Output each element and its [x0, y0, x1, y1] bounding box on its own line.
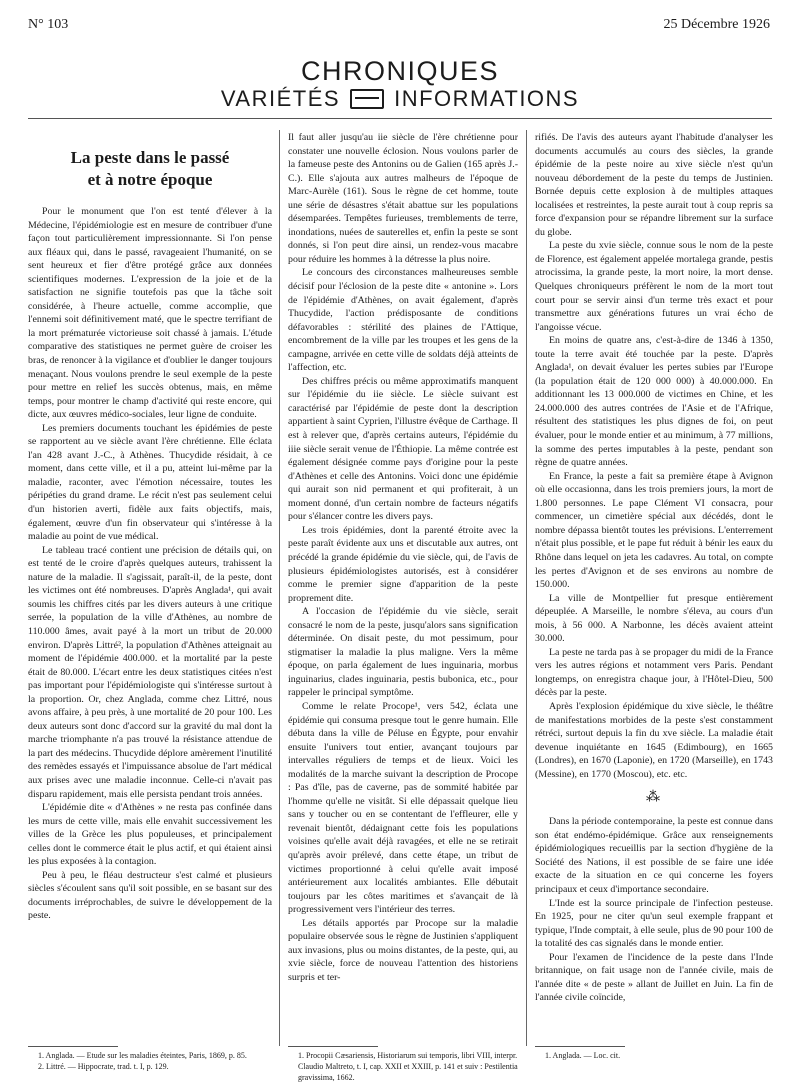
- footnote: 2. Littré. — Hippocrate, trad. t. I, p. 129.: [38, 1062, 169, 1071]
- section-left-label: VARIÉTÉS: [220, 86, 341, 111]
- paragraph: La peste du xvie siècle, connue sous le nom de la peste de Florence, est également appelée mortalega grande, pestis atrocissima, la grande peste, la mort noire, la mort dense. Quelques chroniqueurs préfèrent le nom de la mort tout court pour se servir ainsi d'un terme très exact et pour transmettre aux générations futures un vrai écho de l'angoisse vécue.: [535, 240, 773, 333]
- paragraph: Il faut aller jusqu'au iie siècle de l'ère chrétienne pour constater une nouvelle éclosion. Nous voulons parler de la fameuse peste des Antonins ou de Galien (165 après J.-C.). Elle s'ajouta aux autres malheurs de l'époque de Marc-Aurèle (161). Sous le règne de cet homme, toute une série de désastres s'était abattue sur les populations désemparées. Tempêtes furieuses, tremblements de terre, inondations, nuées de sauterelles et, enfin la peste se sont donnés, si l'on peut dire ainsi, un rendez-vous macabre pour réduire les hommes à la détresse la plus noire.: [288, 132, 518, 265]
- paragraph: Peu à peu, le fléau destructeur s'est calmé et plusieurs siècles s'écoulent sans qu'il soit possible, en se basant sur des documents irréprochables, de suivre le développement de la peste.: [28, 869, 272, 922]
- footnotes-col3: [535, 1050, 773, 1061]
- footnote-rule: [288, 1046, 378, 1047]
- column-2: [288, 131, 518, 984]
- paragraph: Les détails apportés par Procope sur la maladie populaire observée sous le règne de Justinien s'appliquent aux invasions, plus ou moins distantes, de la peste, qui, au xvie siècle, force de nouveau l'attention des historiens surpris et ter-: [288, 917, 518, 983]
- paragraph: La ville de Montpellier fut presque entièrement dépeuplée. A Marseille, le nombre s'éleva, au cours d'un mois, à 56 000. A Narbonne, les décès avaient atteint 30.000.: [535, 592, 773, 645]
- paragraph: A l'occasion de l'épidémie du vie siècle, serait consacré le nom de la peste, jusqu'alors sans signification déterminée. On disait peste, du mot pessimum, pour stigmatiser la maladie la plus maligne. Vers la même époque, on parla également de lues inguinaria, morbus inguinarius, clades inguinaria, pestis bubonica, etc., pour rappeler le principal symptôme.: [288, 606, 518, 699]
- paragraph: La peste ne tarda pas à se propager du midi de la France vers les autres régions et notamment vers Paris. Pendant longtemps, on enregistra chaque jour, à l'Hôtel-Dieu, 500 décès par la peste.: [535, 646, 773, 699]
- column-divider: [526, 130, 527, 1046]
- column-divider: [279, 130, 280, 1046]
- paragraph: Les trois épidémies, dont la parenté étroite avec la peste paraît évidente aux uns et discutable aux autres, ont précédé la grande épidémie du vie siècle, qui, de l'avis de plusieurs épidémiologistes autorisés, est à considérer comme le premier signe d'apparition de la peste proprement dite.: [288, 524, 518, 604]
- section-separator: ⁂: [646, 790, 662, 806]
- footnote: 1. Procopii Cæsariensis, Historiarum sui temporis, libri VIII, interpr. Claudio Maltreto, t. I, cap. XXII et XXIII, p. 141 et suiv : Pestilentia gravissima, 1662.: [298, 1051, 518, 1082]
- paragraph: Les premiers documents touchant les épidémies de peste se rapportent au ve siècle avant l'ère chrétienne. Elle éclata l'an 428 avant J.-C., à Athènes. Thucydide résidait, à ce moment, dans cette ville, et il a pu, atteint lui-même par la maladie, raconter, avec l'émotion nécessaire, toutes les péripéties du grand drame. Le récit n'est pas seulement celui d'un historien averti, fidèle aux faits objectifs, mais, également, œuvre d'un fin observateur qui s'intéresse à la maladie au point de vue médical.: [28, 422, 272, 543]
- paragraph: rifiés. De l'avis des auteurs ayant l'habitude d'analyser les documents accumulés au cours des siècles, la grande épidémie de la peste noire au xive siècle n'est qu'un nouveau débordement de la peste du temps de Justinien. Bornée depuis cette explosion à de multiples attaques localisées et restreintes, la peste aurait tout à coup repris sa force d'expansion pour se répandre librement sur la surface du globe.: [535, 132, 773, 238]
- rectangular-ornament-icon: [350, 89, 384, 109]
- paragraph: Comme le relate Procope¹, vers 542, éclata une épidémie qui consuma presque tout le genre humain. Elle débuta dans la ville de Péluse en Égypte, pour envahir ensuite l'univers tout entier, avançant toujours par intervalles réguliers de temps et de lieux. Voici les modalités de la marche suivant la description de Procope : Pas d'île, pas de caverne, pas de sommité habitée par l'homme qu'elle ne visitât. Si elle dépassait quelque lieu sans y toucher ou en se contentant de l'effleurer, elle y revenait bientôt, dédaignant cette fois les populations voisines qu'elle avait déjà ravagées, et elle ne se retirait qu'après avoir prélevé, dans cette étape, un tribut de victimes proportionné à celui qu'elle avait imposé antérieurement aux localités ambiantes. Elle débutait toujours par les côtes maritimes et s'avançait de là progressivement vers l'intérieur des terres.: [288, 700, 518, 916]
- issue-date: 25 Décembre 1926: [663, 17, 770, 32]
- paragraph: Après l'explosion épidémique du xive siècle, le théâtre de manifestations morbides de la peste s'est constamment rétréci, surtout depuis la fin du xve siècle. La maladie était devenue inquiétante en 1645 (Edimbourg), en 1665 (Londres), en 1670 (Laponie), en 1720 (Marseille), en 1743 (Messine), en 1770 (Moscou), etc. etc.: [535, 700, 773, 780]
- issue-number: N° 103: [28, 17, 69, 32]
- section-title: CHRONIQUES: [300, 56, 499, 86]
- footnotes-col2: [288, 1050, 518, 1083]
- paragraph: Pour le monument que l'on est tenté d'élever à la Médecine, l'épidémiologie est en mesure de contribuer d'une façon tout particulièrement impressionnante. Si l'on pense aux fléaux qui, dans le passé, ravageaient l'humanité, on se sent heureux et fier d'être protégé grâce aux données scientifiques modernes. L'expression de la joie et de la satisfaction ne signifie toutefois pas que la tâche soit considérée, à l'heure actuelle, comme accomplie, que l'ennemi soit définitivement maté, que le spectre terrifiant de la mort prématurée victorieuse soit chassé à jamais. L'étude comparative des statistiques ne permet guère de croiser les bras, de renoncer à la vigilance et d'oublier le danger toujours menaçant. Nous voulons prendre le seul exemple de la peste pour mettre en relief les succès obtenus, mais, en même temps, pour montrer le champ d'activité qui reste encore, qui dicte, aux œuvres médico-sociales, leur ligne de conduite.: [28, 206, 272, 421]
- paragraph: En France, la peste a fait sa première étape à Avignon où elle occasionna, dans les trois premiers jours, la mort de 1.800 personnes. Le pape Clément VI consacra, pour commencer, un cimetière spécial aux décédés, dont le nombre dépassa bientôt toutes les prévisions. L'enterrement n'était plus possible, et le pape fut réduit à bénir les eaux du Rhône dans lequel on jeta les cadavres. Au total, on compte les pertes d'Avignon et de ses environs au nombre de 150.000.: [535, 470, 773, 591]
- paragraph: Le tableau tracé contient une précision de détails qui, on est tenté de le croire d'après quelques auteurs, trahissent la nature de la maladie. Il s'agissait, paraît-il, de la peste, dont les victimes ont été nombreuses. D'après Anglada¹, qui avait soumis les chiffres cités par les divers auteurs à une critique serrée, la population de la ville d'Athènes, au nombre de 110.000 âmes, avait payé à la mort un tribut de 20.000 environ. D'après Littré², la population d'Athènes atteignait au moment de l'épidémie 400.000. et la mortalité par la peste était de 80.000. L'écart entre les deux statistiques citées n'est pas important pour l'épidémiologiste qui s'intéresse surtout à la proportion. Or, chez Anglada, comme chez Littré, nous avons affaire, à peu près, à une mortalité de 20 pour 100. Les deux auteurs sont donc d'accord sur la gravité du mal dont la marche triomphante n'a pas trouvé la résistance attendue de la part des médecins. Thucydide déplore amèrement l'inutilité des remèdes essayés et l'impuissance absolue de l'art médical aux prises avec une maladie inconnue. Celle-ci n'avait pas disparu rapidement, mais elle persista pendant trois années.: [28, 544, 272, 800]
- column-1: [28, 147, 272, 923]
- footnote-rule: [28, 1046, 118, 1047]
- section-right-label: INFORMATIONS: [394, 86, 580, 111]
- paragraph: Pour l'examen de l'incidence de la peste dans l'Inde britannique, on fait usage non de l'année civile, mais de l'année dite « de peste » allant de Juillet en Juin. La fin de l'année civile coïncide,: [535, 951, 773, 1004]
- footnote: 1. Anglada. — Loc. cit.: [545, 1051, 621, 1060]
- header-rule: [28, 118, 772, 119]
- footnote-rule: [535, 1046, 625, 1047]
- paragraph: En moins de quatre ans, c'est-à-dire de 1346 à 1350, toute la terre avait été touchée par la peste. D'après Anglada¹, on devait évaluer les pertes subies par l'Europe (la population était de 120 000 000) à 40.000.000. En additionnant les 13 000.000 de victimes en Chine, et les 24.000.000 des autres contrées de l'Asie et de l'Afrique, résultent des statistiques les plus dignes de foi, on peut évaluer, pour le monde entier et au minimum, à 77 millions, la somme des pertes imputables à la peste, pendant son règne de quatre années.: [535, 335, 773, 469]
- footnotes-col1: [28, 1050, 272, 1072]
- paragraph: L'épidémie dite « d'Athènes » ne resta pas confinée dans les murs de cette ville, mais elle envahit successivement les villes de la Grèce les plus populeuses, et principalement celles dont le commerce était le plus actif, et qui étaient ainsi les plus exposées à la contagion.: [28, 802, 272, 868]
- paragraph: Des chiffres précis ou même approximatifs manquent sur l'épidémie du iie siècle. Le siècle suivant est caractérisé par l'épidémie de peste dont la description appartient à saint Cyprien, l'illustre évêque de Carthage. Il est à relever que, d'après certains auteurs, l'épidémie du iiie siècle serait venue de l'Éthiopie. La même contrée est également désignée comme pays d'origine pour la peste d'Athènes et celle des Antonins. Voici donc une épidémie qui aurait son nid permanent et qui profiterait, à un moment donné, d'un certain nombre de facteurs négatifs pour s'élancer contre les divers pays.: [288, 375, 518, 523]
- paragraph: L'Inde est la source principale de l'infection pesteuse. En 1925, pour ne citer qu'un seul exemple frappant et typique, l'Inde comptait, à elle seule, plus de 90 pour 100 de la totalité des cas signalés dans le monde entier.: [535, 897, 773, 950]
- footnote: 1. Anglada. — Etude sur les maladies éteintes, Paris, 1869, p. 85.: [38, 1051, 247, 1060]
- column-3: [535, 131, 773, 1005]
- paragraph: Le concours des circonstances malheureuses semble décisif pour l'éclosion de la peste dite « antonine ». Lors de l'épidémie d'Athènes, on avait également, d'après Thucydide, l'action prédisposante de conditions défavorables : stérilité des plaines de l'Attique, encombrement de la ville par les troupes et les gens de la campagne, arrivée en cette ville de soldats déjà atteints de l'affection, etc.: [288, 267, 518, 374]
- paragraph: Dans la période contemporaine, la peste est connue dans son état endémo-épidémique. Grâce aux renseignements épidémiologiques recueillis par la section d'hygiène de la Société des Nations, il est possible de se faire une idée exacte de la situation en ce qui concerne les foyers principaux et ceux d'importance secondaire.: [535, 816, 773, 895]
- article-title: La peste dans le passé et à notre époque: [70, 148, 230, 189]
- section-subtitle: [0, 86, 800, 112]
